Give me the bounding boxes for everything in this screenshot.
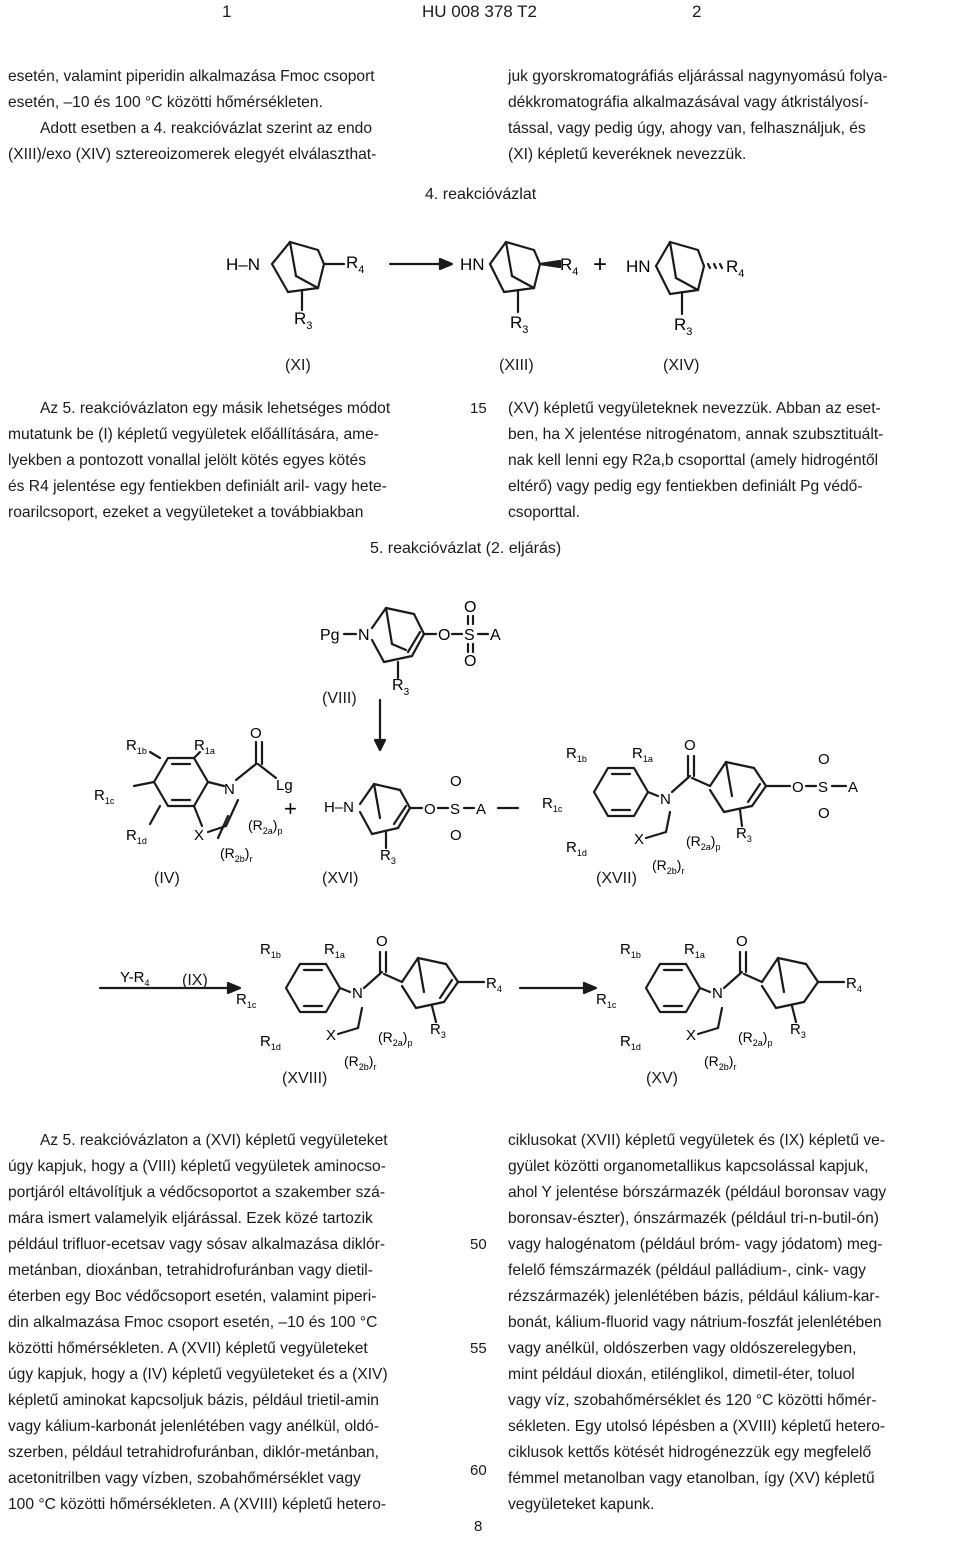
svg-text:N: N bbox=[352, 985, 363, 1002]
svg-text:+: + bbox=[593, 251, 608, 278]
text-line: din alkalmazása Fmoc csoport esetén, –10 és 100 °C bbox=[8, 1314, 378, 1331]
svg-text:R3: $R_3$ bbox=[430, 1021, 446, 1040]
svg-text:R1b: $R_{1b}$ bbox=[620, 941, 641, 960]
svg-text:A: A bbox=[848, 779, 859, 796]
label-iv: (IV) bbox=[154, 870, 180, 887]
svg-text:O: O bbox=[684, 737, 696, 754]
text-line: gyület közötti organometallikus kapcsolással kapjuk, bbox=[508, 1158, 869, 1175]
svg-text:N: N bbox=[358, 627, 370, 644]
text-line: felelő fémszármazék (például palládium-, cink- vagy bbox=[508, 1262, 866, 1279]
compound-iv bbox=[94, 725, 297, 864]
text-line: ciklusokat (XVII) képletű vegyületek és (IX) képletű ve- bbox=[508, 1132, 886, 1149]
svg-text:R3: $R_3$ bbox=[736, 825, 752, 844]
svg-text:N: N bbox=[224, 781, 235, 798]
top-right-column bbox=[508, 64, 953, 168]
text-line: vegyületeket kapunk. bbox=[508, 1496, 655, 1513]
bottom-left-column bbox=[8, 1128, 453, 1518]
label-xiv: (XIV) bbox=[663, 357, 700, 374]
text-line: esetén, –10 és 100 °C közötti hőmérsékleten. bbox=[8, 94, 323, 111]
line-number-15: 15 bbox=[470, 400, 487, 417]
line-number-50: 50 bbox=[470, 1236, 487, 1253]
text-line: vagy halogénatom (például bróm- vagy jódatom) meg- bbox=[508, 1236, 883, 1253]
svg-text:R1c: $R_{1c}$ bbox=[236, 991, 257, 1010]
svg-text:A: A bbox=[490, 627, 501, 644]
svg-text:(R2a)p: $(R_{2a})_p$ bbox=[686, 833, 721, 852]
svg-text:S: S bbox=[464, 627, 475, 644]
text-line: 100 °C közötti hőmérsékleten. A (XVIII) képletű hetero- bbox=[8, 1496, 387, 1513]
text-line: képletű aminokat kapcsoljuk bázis, például trietil-amin bbox=[8, 1392, 379, 1409]
scheme-5-title: 5. reakcióvázlat (2. eljárás) bbox=[370, 540, 562, 557]
svg-text:R4: $R_4$ bbox=[726, 257, 745, 280]
text-line: közötti hőmérsékleten. A (XVII) képletű vegyületeket bbox=[8, 1340, 368, 1357]
text-line: bonát, kálium-fluorid vagy nátrium-foszfát jelenlétében bbox=[508, 1314, 882, 1331]
atom-label: H–N bbox=[226, 255, 261, 274]
svg-text:(R2b)r: $(R_{2b})_r$ bbox=[704, 1053, 737, 1072]
page-number-right: 2 bbox=[692, 2, 702, 21]
svg-text:O: O bbox=[450, 827, 462, 844]
text-line: juk gyorskromatográfiás eljárással nagynyomású folya- bbox=[508, 68, 888, 85]
svg-text:X: X bbox=[194, 827, 205, 844]
svg-text:R1d: $R_{1d}$ bbox=[620, 1033, 641, 1052]
svg-text:X: X bbox=[634, 831, 645, 848]
label-ix: (IX) bbox=[182, 972, 208, 989]
label-xviii: (XVIII) bbox=[282, 1070, 328, 1087]
text-line: portjáról eltávolítjuk a védőcsoportot a szakember szá- bbox=[8, 1184, 386, 1201]
svg-text:R1c: $R_{1c}$ bbox=[596, 991, 617, 1010]
svg-text:R1c: $R_{1c}$ bbox=[94, 787, 115, 806]
text-line: mint például dioxán, etilénglikol, dimetil-éter, toluol bbox=[508, 1366, 855, 1383]
svg-text:A: A bbox=[476, 801, 487, 818]
svg-text:O: O bbox=[736, 933, 748, 950]
svg-text:R1d: $R_{1d}$ bbox=[260, 1033, 281, 1052]
text-line: vagy víz, szobahőmérséklet és 120 °C közötti hőmér- bbox=[508, 1392, 877, 1409]
text-line: úgy kapjuk, hogy a (IV) képletű vegyületeket és a (XIV) bbox=[8, 1366, 388, 1383]
svg-text:R4: $R_4$ bbox=[346, 253, 365, 276]
svg-text:R4: $R_4$ bbox=[486, 975, 502, 994]
svg-text:O: O bbox=[792, 779, 804, 796]
text-line: acetonitrilben vagy vízben, szobahőmérséklet vagy bbox=[8, 1470, 361, 1487]
svg-text:N: N bbox=[712, 985, 723, 1002]
svg-text:S: S bbox=[450, 801, 461, 818]
svg-text:R1a: $R_{1a}$ bbox=[684, 941, 705, 960]
svg-text:R1a: $R_{1a}$ bbox=[324, 941, 345, 960]
text-line: csoporttal. bbox=[508, 504, 580, 521]
svg-text:R1d: $R_{1d}$ bbox=[566, 839, 587, 858]
svg-text:R4: $R_4$ bbox=[846, 975, 862, 994]
scheme-4-title: 4. reakcióvázlat bbox=[425, 186, 537, 203]
text-line: fémmel metanolban vagy etanolban, így (XV) képletű bbox=[508, 1470, 875, 1487]
text-line: rézszármazék) jelenlétében bázis, például kálium-kar- bbox=[508, 1288, 880, 1305]
label-xi: (XI) bbox=[285, 357, 311, 374]
text-line: dékkromatográfia alkalmazásával vagy átkristályosí- bbox=[508, 94, 869, 111]
svg-text:O: O bbox=[818, 805, 830, 822]
svg-text:R1b: $R_{1b}$ bbox=[260, 941, 281, 960]
compound-xvii bbox=[542, 737, 858, 876]
text-line: mára ismert valamelyik eljárással. Ezek közé tartozik bbox=[8, 1210, 373, 1227]
svg-text:(R2b)r: $(R_{2b})_r$ bbox=[220, 845, 253, 864]
top-left-column bbox=[8, 64, 453, 168]
svg-text:R1b: $R_{1b}$ bbox=[566, 745, 587, 764]
text-line: mutatunk be (I) képletű vegyületek előállítására, ame- bbox=[8, 426, 379, 443]
svg-text:R4: $R_4$ bbox=[560, 255, 579, 278]
svg-text:HN: HN bbox=[460, 255, 485, 274]
text-line: vagy anélkül, oldószerben vagy oldószerelegyben, bbox=[508, 1340, 857, 1357]
svg-text:O: O bbox=[464, 653, 477, 670]
label-xvi: (XVI) bbox=[322, 870, 359, 887]
svg-text:R3: $R_3$ bbox=[790, 1021, 806, 1040]
compound-xvi bbox=[324, 773, 486, 866]
compound-xviii bbox=[236, 933, 502, 1072]
text-line: tással, vagy pedig úgy, ahogy van, felhasználjuk, és bbox=[508, 120, 866, 137]
text-line: sékleten. Egy utolsó lépésben a (XVIII) képletű hetero- bbox=[508, 1418, 886, 1435]
svg-text:R1b: $R_{1b}$ bbox=[126, 737, 147, 756]
footer-page-number: 8 bbox=[474, 1518, 483, 1535]
text-line: Az 5. reakcióvázlaton egy másik lehetséges módot bbox=[40, 400, 391, 417]
svg-text:R3: $R_3$ bbox=[510, 313, 529, 336]
svg-text:R3: $R_3$ bbox=[674, 315, 693, 338]
text-line: ciklusok kettős kötését hidrogénezzük egy megfelelő bbox=[508, 1444, 872, 1461]
svg-text:R1a: $R_{1a}$ bbox=[632, 745, 653, 764]
svg-text:O: O bbox=[438, 627, 451, 644]
page-number-left: 1 bbox=[222, 2, 232, 21]
svg-text:O: O bbox=[376, 933, 388, 950]
compound-xiii bbox=[460, 242, 578, 336]
svg-text:R3: $R_3$ bbox=[380, 847, 396, 866]
text-line: roarilcsoport, ezeket a vegyületeket a továbbiakban bbox=[8, 504, 364, 521]
text-line: boronsav-észter), ónszármazék (például tri-n-butil-ón) bbox=[508, 1210, 879, 1227]
label-xiii: (XIII) bbox=[499, 357, 534, 374]
svg-text:N: N bbox=[660, 791, 671, 808]
label-viii: (VIII) bbox=[322, 690, 357, 707]
svg-text:R1c: $R_{1c}$ bbox=[542, 795, 563, 814]
label-xv: (XV) bbox=[646, 1070, 678, 1087]
svg-text:(R2b)r: $(R_{2b})_r$ bbox=[652, 857, 685, 876]
svg-text:O: O bbox=[450, 773, 462, 790]
text-line: eltérő) vagy pedig egy fentiekben definiált Pg védő- bbox=[508, 478, 863, 495]
svg-text:Lg: Lg bbox=[276, 777, 293, 794]
text-line: Adott esetben a 4. reakcióvázlat szerint az endo bbox=[40, 120, 372, 137]
line-number-60: 60 bbox=[470, 1462, 487, 1479]
label-xvii: (XVII) bbox=[596, 870, 637, 887]
text-line: például trifluor-ecetsav vagy sósav alkalmazása diklór- bbox=[8, 1236, 386, 1253]
document-id: HU 008 378 T2 bbox=[422, 2, 537, 21]
svg-text:X: X bbox=[686, 1027, 697, 1044]
svg-text:R3: $R_3$ bbox=[294, 309, 313, 332]
svg-text:(R2a)p: $(R_{2a})_p$ bbox=[738, 1029, 773, 1048]
text-line: ben, ha X jelentése nitrogénatom, annak szubsztituált- bbox=[508, 426, 884, 443]
svg-text:H–N: H–N bbox=[324, 799, 355, 816]
text-line: és R4 jelentése egy fentiekben definiált aril- vagy hete- bbox=[8, 478, 387, 495]
compound-xiv bbox=[626, 242, 744, 338]
text-line: vagy kálium-karbonát jelenlétében vagy anélkül, oldó- bbox=[8, 1418, 380, 1435]
middle-left-column bbox=[8, 396, 453, 526]
svg-text:Y-R4: $Y-R_4$ bbox=[120, 969, 150, 988]
svg-text:(R2a)p: $(R_{2a})_p$ bbox=[378, 1029, 413, 1048]
svg-text:R1a: $R_{1a}$ bbox=[194, 737, 215, 756]
svg-text:O: O bbox=[464, 599, 477, 616]
compound-xv bbox=[596, 933, 862, 1072]
text-line: Az 5. reakcióvázlaton a (XVI) képletű vegyületeket bbox=[40, 1132, 388, 1149]
svg-text:O: O bbox=[250, 725, 262, 742]
compound-xi bbox=[226, 242, 364, 332]
svg-text:+: + bbox=[284, 796, 297, 821]
svg-text:Pg: Pg bbox=[320, 627, 340, 644]
text-line: esetén, valamint piperidin alkalmazása Fmoc csoport bbox=[8, 68, 375, 85]
svg-text:R3: $R_3$ bbox=[392, 677, 410, 698]
text-line: (XI) képletű keveréknek nevezzük. bbox=[508, 146, 747, 163]
svg-text:O: O bbox=[424, 801, 436, 818]
text-line: szerben, például tetrahidrofuránban, diklór-metánban, bbox=[8, 1444, 380, 1461]
line-number-55: 55 bbox=[470, 1340, 487, 1357]
text-line: lyekben a pontozott vonallal jelölt kötés egyes kötés bbox=[8, 452, 367, 469]
scheme-5-structures bbox=[90, 590, 890, 1110]
text-line: éterben egy Boc védőcsoport esetén, valamint piperi- bbox=[8, 1288, 377, 1305]
scheme-4-structures bbox=[200, 220, 760, 350]
text-line: (XIII)/exo (XIV) sztereoizomerek elegyét elválaszthat- bbox=[8, 146, 377, 163]
svg-text:HN: HN bbox=[626, 257, 651, 276]
compound-viii bbox=[320, 599, 501, 698]
svg-text:S: S bbox=[818, 779, 829, 796]
svg-text:X: X bbox=[326, 1027, 337, 1044]
text-line: úgy kapjuk, hogy a (VIII) képletű vegyületek aminocso- bbox=[8, 1158, 386, 1175]
svg-text:(R2a)p: $(R_{2a})_p$ bbox=[248, 817, 283, 836]
bottom-right-column bbox=[508, 1128, 953, 1518]
text-line: ahol Y jelentése bórszármazék (például boronsav vagy bbox=[508, 1184, 887, 1201]
text-line: nak kell lenni egy R2a,b csoporttal (amely hidrogéntől bbox=[508, 452, 879, 469]
text-line: (XV) képletű vegyületeknek nevezzük. Abban az eset- bbox=[508, 400, 881, 417]
text-line: metánban, dioxánban, tetrahidrofuránban vagy dietil- bbox=[8, 1262, 373, 1279]
middle-right-column bbox=[508, 396, 953, 526]
svg-text:R1d: $R_{1d}$ bbox=[126, 827, 147, 846]
svg-text:(R2b)r: $(R_{2b})_r$ bbox=[344, 1053, 377, 1072]
svg-text:O: O bbox=[818, 751, 830, 768]
